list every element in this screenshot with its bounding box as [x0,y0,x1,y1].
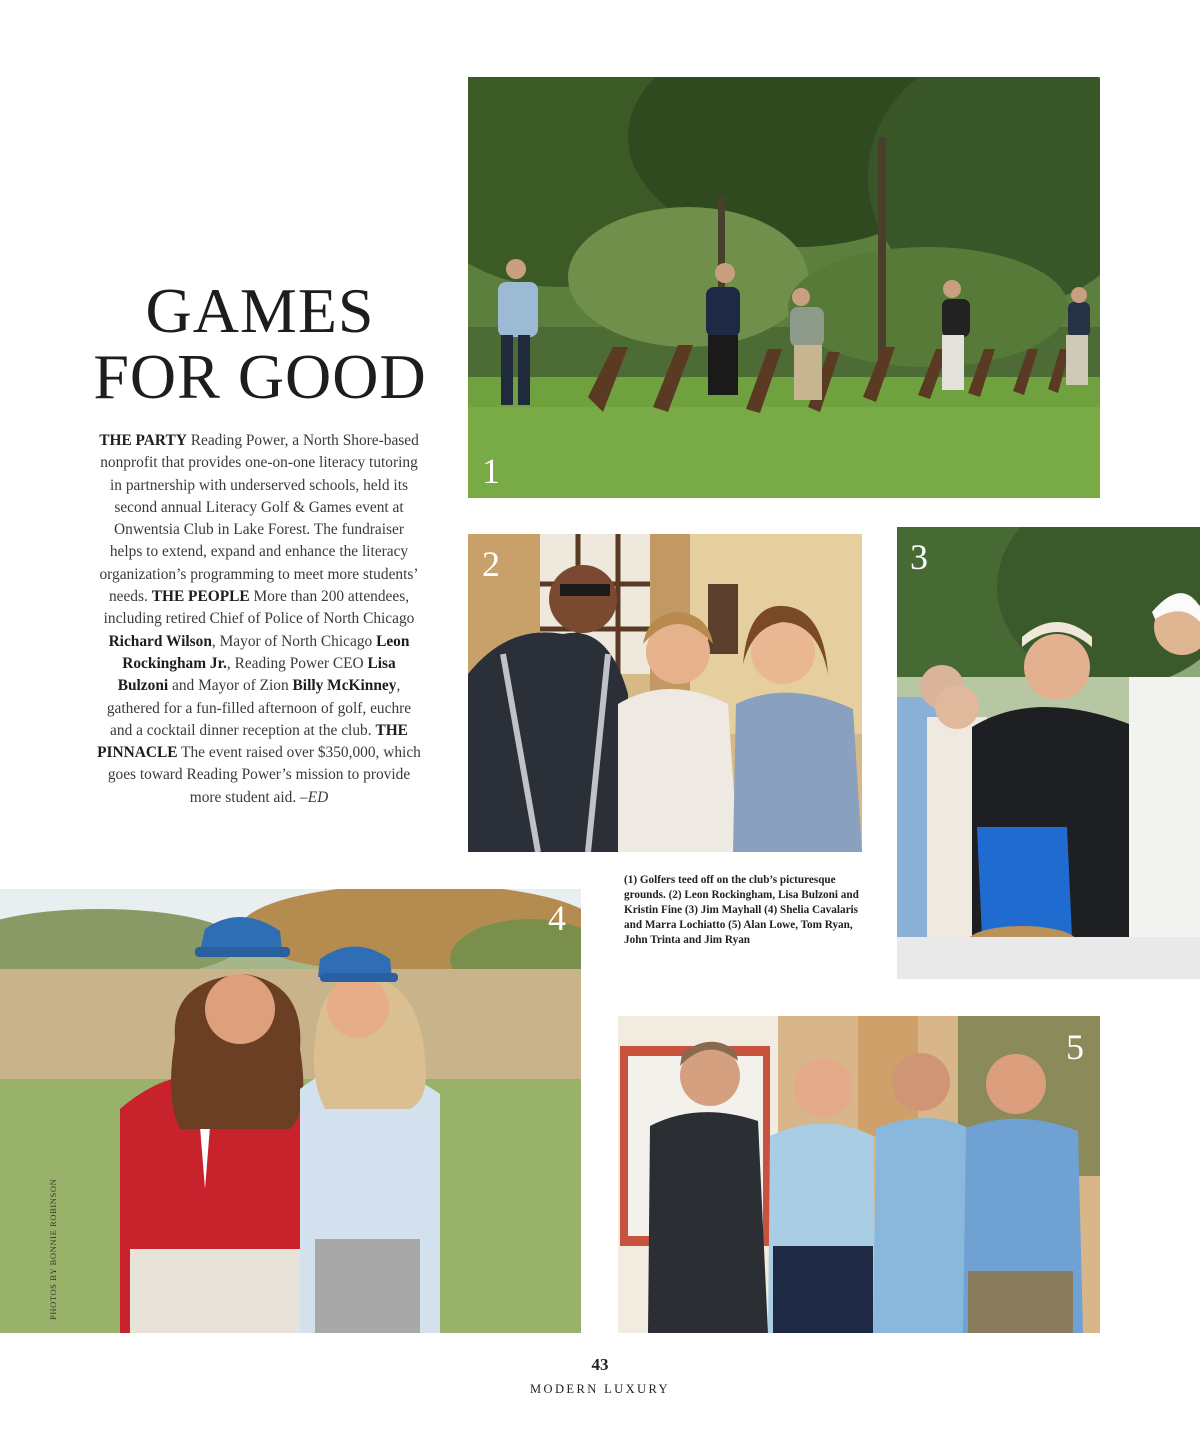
photo-jim-mayhall [897,527,1200,979]
person-name: Lisa Bulzoni [117,654,396,695]
article-title [60,275,460,412]
person-name: Richard Wilson [108,632,212,650]
photo-number: 5 [1066,1027,1084,1067]
title-line-1: GAMES [145,275,375,346]
pinnacle-text: The event raised over $350,000, which goes toward Reading Power’s mission to provide more student aid. [107,744,421,806]
photo-number: 3 [910,537,928,577]
photo-caption: (1) Golfers teed off on the club’s picturesque grounds. (2) Leon Rockingham, Lisa Bulzoni and Kristin Fine (3) Jim Mayhall (4) Shelia Cavalaris and Marra Lochiatto (5) Alan Lowe, Tom Ryan, John Trinta and Jim Ryan [624,874,859,946]
photo-shelia-marra [0,889,581,1333]
article-body [96,430,422,809]
photo-credit: PHOTOS BY BONNIE ROBINSON [48,1178,58,1320]
magazine-name: MODERN LUXURY [530,1382,670,1396]
people-text: and Mayor of Zion [168,677,293,695]
photo-number: 1 [482,451,500,491]
photo-number: 2 [482,544,500,584]
people-text: , Mayor of North Chicago [211,632,377,650]
photo-leon-lisa-kristin [468,534,862,852]
people-text: , Reading Power CEO [226,654,368,672]
photo-number: 4 [548,898,566,938]
byline: –ED [300,788,329,806]
title-line-2: FOR GOOD [93,341,427,412]
photo-golfers-range [468,77,1100,498]
people-text: , gathered for a fun-filled afternoon of golf, euchre and a cocktail dinner reception at the club. [106,677,412,739]
page-number: 43 [591,1355,609,1374]
person-name: Leon Rockingham Jr. [122,632,410,672]
person-name: Billy McKinney [292,677,397,695]
pinnacle-heading: THE PINNACLE [97,721,408,762]
people-text: More than 200 attendees, including retired Chief of Police of North Chicago [103,588,415,628]
party-heading: THE PARTY [99,432,187,449]
people-heading: THE PEOPLE [151,588,250,606]
party-text: Reading Power, a North Shore-based nonprofit that provides one-on-one literacy tutoring in partnership with underserved schools, held its second annual Literacy Golf & Games event at Onwentsia Club in Lake Forest. The fundraiser helps to extend, expand and enhance the literacy organization’s programming to meet more students’ needs. [99,432,419,606]
photo-four-men [618,1016,1100,1333]
